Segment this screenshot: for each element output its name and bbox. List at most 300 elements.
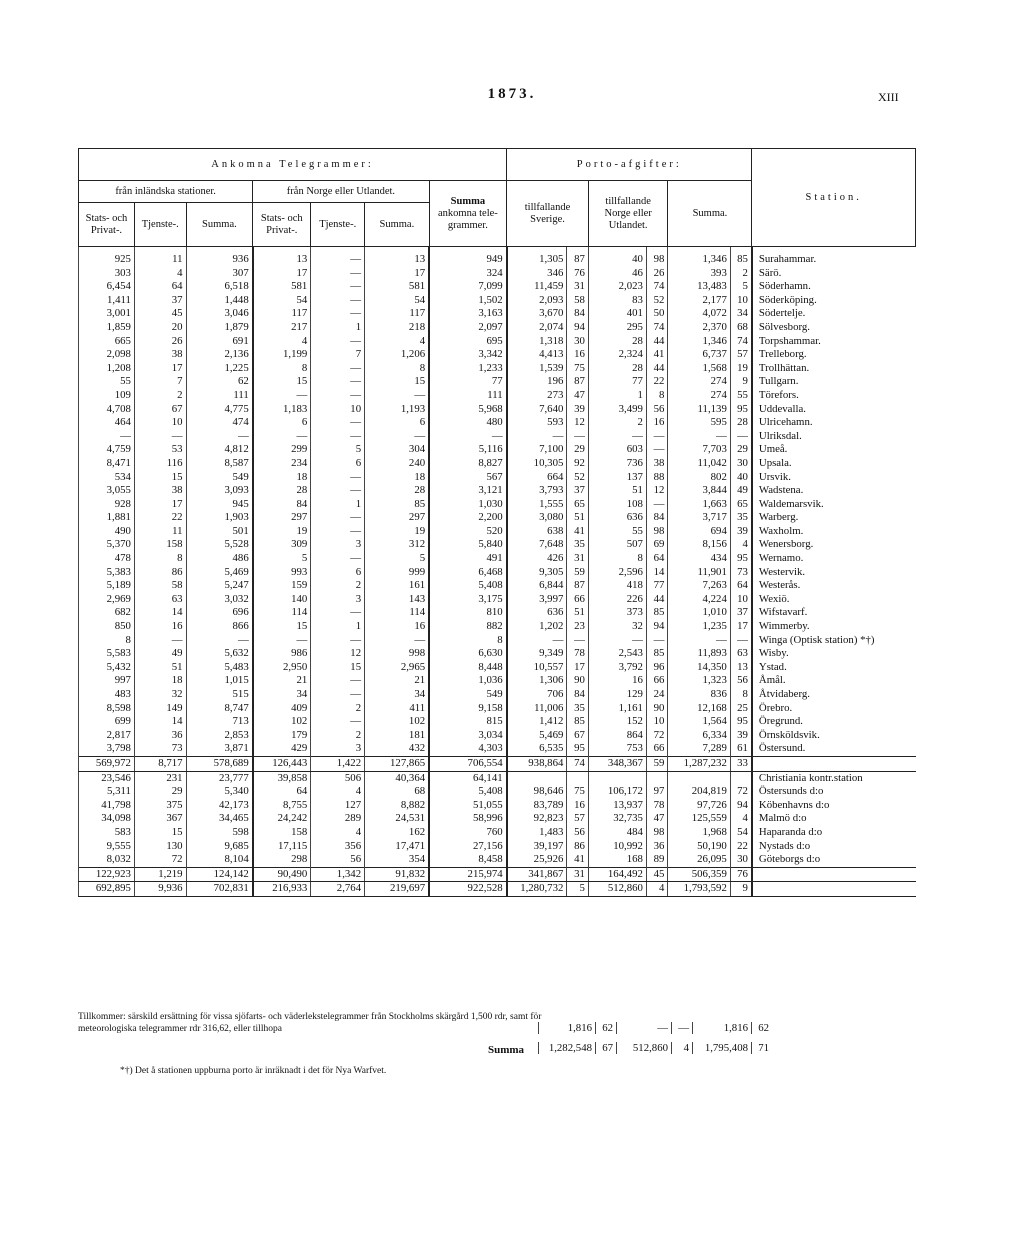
- tillkommer-note: Tillkommer: särskild ersättning för vissa sjöfarts- och väderlekstelegrammer från Stockholms skärgård 1,500 rdr, samt för meteorologiska telegrammer rdr 316,62, eller tillhopa: [78, 1012, 542, 1034]
- table-cell: 18: [253, 471, 311, 485]
- table-cell: 37: [567, 484, 589, 498]
- table-cell: 1,208: [79, 362, 135, 376]
- table-cell: 9: [730, 375, 752, 389]
- table-cell: 73: [134, 742, 186, 756]
- table-cell: 534: [79, 471, 135, 485]
- table-cell: 1,010: [668, 606, 730, 620]
- table-cell: 2,023: [588, 280, 646, 294]
- table-cell: 8,598: [79, 702, 135, 716]
- table-cell: 179: [253, 729, 311, 743]
- table-row: [79, 661, 916, 675]
- table-cell: —: [730, 634, 752, 648]
- table-cell: 401: [588, 307, 646, 321]
- table-row: [79, 430, 916, 444]
- table-cell: [730, 771, 752, 785]
- table-cell: 1,448: [186, 294, 253, 308]
- telegram-table: [78, 148, 916, 897]
- table-cell: 54: [365, 294, 430, 308]
- col-tf-norge: tillfallande Norge eller Utlandet.: [588, 181, 668, 247]
- table-row: [79, 403, 916, 417]
- table-body: [79, 247, 916, 897]
- table-cell: 87: [567, 253, 589, 267]
- table-cell: 58,996: [429, 812, 507, 826]
- table-cell: 1,225: [186, 362, 253, 376]
- table-cell: 1,305: [507, 253, 567, 267]
- table-cell: 46: [588, 267, 646, 281]
- table-cell: 298: [253, 853, 311, 867]
- table-row: [79, 840, 916, 854]
- table-cell: 90,490: [253, 867, 311, 882]
- table-cell: 29: [730, 443, 752, 457]
- table-cell: 4: [730, 538, 752, 552]
- table-cell: 127: [311, 799, 365, 813]
- table-cell: 97,726: [668, 799, 730, 813]
- station-name: Ulriksdal.: [752, 430, 916, 444]
- table-cell: 74: [646, 321, 668, 335]
- table-cell: 506: [311, 771, 365, 785]
- table-cell: 432: [365, 742, 430, 756]
- table-cell: 98: [646, 253, 668, 267]
- table-cell: 39: [730, 729, 752, 743]
- table-cell: 4,224: [668, 593, 730, 607]
- table-cell: 68: [730, 321, 752, 335]
- table-cell: 7,289: [668, 742, 730, 756]
- station-name: Umeå.: [752, 443, 916, 457]
- table-cell: 16: [365, 620, 430, 634]
- table-cell: —: [134, 430, 186, 444]
- table-cell: 6,454: [79, 280, 135, 294]
- table-cell: 40,364: [365, 771, 430, 785]
- table-cell: 97: [646, 785, 668, 799]
- table-cell: 56: [311, 853, 365, 867]
- table-cell: —: [311, 280, 365, 294]
- table-cell: 6,334: [668, 729, 730, 743]
- table-cell: 8,471: [79, 457, 135, 471]
- table-cell: 636: [588, 511, 646, 525]
- table-cell: 2: [311, 729, 365, 743]
- table-cell: 11,459: [507, 280, 567, 294]
- table-cell: 8,717: [134, 756, 186, 771]
- table-cell: 4: [134, 267, 186, 281]
- table-cell: 149: [134, 702, 186, 716]
- table-cell: 2,370: [668, 321, 730, 335]
- table-cell: 850: [79, 620, 135, 634]
- table-cell: 22: [134, 511, 186, 525]
- table-cell: 3: [311, 593, 365, 607]
- station-name: Haparanda d:o: [752, 826, 916, 840]
- table-row: [79, 702, 916, 716]
- table-cell: 882: [429, 620, 507, 634]
- station-name: Wexiö.: [752, 593, 916, 607]
- table-cell: 303: [79, 267, 135, 281]
- table-cell: 56: [567, 826, 589, 840]
- table-cell: 204,819: [668, 785, 730, 799]
- table-cell: 15: [253, 375, 311, 389]
- table-cell: 50: [646, 307, 668, 321]
- table-cell: —: [311, 511, 365, 525]
- table-cell: 28: [253, 484, 311, 498]
- table-cell: 5,189: [79, 579, 135, 593]
- table-cell: 273: [507, 389, 567, 403]
- table-cell: 7,263: [668, 579, 730, 593]
- table-cell: 52: [567, 471, 589, 485]
- table-cell: 36: [134, 729, 186, 743]
- table-cell: —: [365, 389, 430, 403]
- table-cell: 520: [429, 525, 507, 539]
- table-cell: 6,630: [429, 647, 507, 661]
- table-cell: 168: [588, 853, 646, 867]
- table-cell: 59: [646, 756, 668, 771]
- table-cell: 1,233: [429, 362, 507, 376]
- station-name: Wadstena.: [752, 484, 916, 498]
- station-name: Surahammar.: [752, 253, 916, 267]
- table-cell: 5,116: [429, 443, 507, 457]
- table-cell: 234: [253, 457, 311, 471]
- table-cell: 8: [730, 688, 752, 702]
- table-cell: 66: [567, 593, 589, 607]
- table-cell: 85: [730, 253, 752, 267]
- table-cell: 3,034: [429, 729, 507, 743]
- table-cell: 76: [567, 267, 589, 281]
- table-cell: 23,546: [79, 771, 135, 785]
- table-cell: 1,411: [79, 294, 135, 308]
- table-cell: 478: [79, 552, 135, 566]
- table-cell: 92: [567, 457, 589, 471]
- table-cell: 164,492: [588, 867, 646, 882]
- table-cell: 1,539: [507, 362, 567, 376]
- table-row: [79, 280, 916, 294]
- station-name: Waldemarsvik.: [752, 498, 916, 512]
- station-name: Åtvidaberg.: [752, 688, 916, 702]
- table-cell: 2,177: [668, 294, 730, 308]
- table-cell: 549: [186, 471, 253, 485]
- tillk-val: —: [616, 1022, 671, 1034]
- table-cell: 6: [365, 416, 430, 430]
- table-cell: 274: [668, 389, 730, 403]
- table-cell: 77: [429, 375, 507, 389]
- table-cell: 15: [134, 826, 186, 840]
- table-cell: 998: [365, 647, 430, 661]
- table-cell: 5,528: [186, 538, 253, 552]
- table-cell: 491: [429, 552, 507, 566]
- station-name: Westervik.: [752, 566, 916, 580]
- table-cell: 83,789: [507, 799, 567, 813]
- table-cell: 295: [588, 321, 646, 335]
- table-cell: 11: [134, 525, 186, 539]
- station-name: [752, 882, 916, 897]
- table-cell: 5,469: [507, 729, 567, 743]
- table-cell: —: [365, 430, 430, 444]
- summa-final-val: 1,795,408: [692, 1042, 751, 1054]
- table-cell: 140: [253, 593, 311, 607]
- table-cell: 10: [730, 294, 752, 308]
- table-cell: 5: [311, 443, 365, 457]
- table-cell: —: [311, 253, 365, 267]
- table-cell: 40: [588, 253, 646, 267]
- table-cell: 2: [588, 416, 646, 430]
- table-cell: 130: [134, 840, 186, 854]
- table-cell: 706: [507, 688, 567, 702]
- table-row: [79, 484, 916, 498]
- table-cell: 30: [567, 335, 589, 349]
- table-cell: 92,823: [507, 812, 567, 826]
- station-name: Westerås.: [752, 579, 916, 593]
- table-cell: 55: [730, 389, 752, 403]
- station-name: Ulricehamn.: [752, 416, 916, 430]
- table-cell: —: [567, 430, 589, 444]
- table-cell: 5,968: [429, 403, 507, 417]
- table-cell: 32,735: [588, 812, 646, 826]
- table-cell: 4,072: [668, 307, 730, 321]
- table-cell: 1: [588, 389, 646, 403]
- table-cell: 2,853: [186, 729, 253, 743]
- table-cell: 17: [253, 267, 311, 281]
- table-cell: 41,798: [79, 799, 135, 813]
- table-cell: 19: [730, 362, 752, 376]
- station-name: Wernamo.: [752, 552, 916, 566]
- summa-final-values: [538, 1042, 772, 1054]
- col-tjenste: Tjenste-.: [134, 203, 186, 247]
- table-cell: —: [429, 430, 507, 444]
- table-cell: 5: [365, 552, 430, 566]
- table-cell: 3,055: [79, 484, 135, 498]
- table-cell: 8,156: [668, 538, 730, 552]
- table-cell: 583: [79, 826, 135, 840]
- table-cell: 13,483: [668, 280, 730, 294]
- table-cell: 34,465: [186, 812, 253, 826]
- table-cell: 34: [730, 307, 752, 321]
- table-cell: 10,992: [588, 840, 646, 854]
- table-cell: 87: [567, 579, 589, 593]
- table-cell: 122,923: [79, 867, 135, 882]
- table-cell: 10: [646, 715, 668, 729]
- table-cell: 925: [79, 253, 135, 267]
- table-cell: 1,202: [507, 620, 567, 634]
- table-row: [79, 634, 916, 648]
- table-cell: 2: [311, 702, 365, 716]
- table-cell: 129: [588, 688, 646, 702]
- table-cell: 28: [365, 484, 430, 498]
- table-cell: 65: [730, 498, 752, 512]
- table-cell: 152: [588, 715, 646, 729]
- table-cell: —: [311, 416, 365, 430]
- table-cell: 89: [646, 853, 668, 867]
- table-cell: 24,242: [253, 812, 311, 826]
- table-cell: 219,697: [365, 882, 430, 897]
- table-cell: 9,936: [134, 882, 186, 897]
- table-cell: 8,448: [429, 661, 507, 675]
- table-cell: 691: [186, 335, 253, 349]
- table-cell: 37: [730, 606, 752, 620]
- table-row: [79, 294, 916, 308]
- table-cell: 3: [311, 742, 365, 756]
- table-cell: 1,306: [507, 674, 567, 688]
- table-cell: [567, 771, 589, 785]
- table-cell: 9,555: [79, 840, 135, 854]
- table-row: [79, 826, 916, 840]
- table-cell: 578,689: [186, 756, 253, 771]
- table-cell: 474: [186, 416, 253, 430]
- table-cell: 810: [429, 606, 507, 620]
- subgroup-inland: från inländska stationer.: [79, 181, 253, 203]
- table-cell: 159: [253, 579, 311, 593]
- col-stats: Stats- och Privat-.: [79, 203, 135, 247]
- table-cell: 464: [79, 416, 135, 430]
- table-cell: 196: [507, 375, 567, 389]
- table-cell: 21: [253, 674, 311, 688]
- table-cell: 6: [311, 566, 365, 580]
- table-cell: 5,483: [186, 661, 253, 675]
- table-cell: 26,095: [668, 853, 730, 867]
- table-cell: 6,518: [186, 280, 253, 294]
- table-cell: 102: [253, 715, 311, 729]
- table-cell: 23: [567, 620, 589, 634]
- table-cell: 6: [311, 457, 365, 471]
- table-cell: 1,346: [668, 253, 730, 267]
- station-name: Särö.: [752, 267, 916, 281]
- table-cell: 6: [253, 416, 311, 430]
- table-cell: 68: [365, 785, 430, 799]
- table-cell: 603: [588, 443, 646, 457]
- table-cell: 2,965: [365, 661, 430, 675]
- table-cell: 57: [567, 812, 589, 826]
- table-cell: 18: [134, 674, 186, 688]
- table-cell: 26: [646, 267, 668, 281]
- station-name: Sölvesborg.: [752, 321, 916, 335]
- table-cell: 19: [365, 525, 430, 539]
- table-cell: 17: [730, 620, 752, 634]
- table-cell: 34,098: [79, 812, 135, 826]
- table-cell: 90: [646, 702, 668, 716]
- table-row: [79, 457, 916, 471]
- table-cell: 14: [134, 606, 186, 620]
- table-cell: 56: [646, 403, 668, 417]
- table-cell: 567: [429, 471, 507, 485]
- table-cell: —: [730, 430, 752, 444]
- table-row: [79, 579, 916, 593]
- table-cell: 922,528: [429, 882, 507, 897]
- table-cell: 5,408: [429, 785, 507, 799]
- table-cell: 3,871: [186, 742, 253, 756]
- table-cell: —: [365, 634, 430, 648]
- table-cell: 324: [429, 267, 507, 281]
- table-cell: 231: [134, 771, 186, 785]
- table-cell: 38: [134, 348, 186, 362]
- table-row: [79, 471, 916, 485]
- table-cell: 39,858: [253, 771, 311, 785]
- table-cell: 66: [646, 674, 668, 688]
- table-cell: —: [507, 634, 567, 648]
- table-cell: 1,036: [429, 674, 507, 688]
- table-cell: 1,859: [79, 321, 135, 335]
- table-row: [79, 729, 916, 743]
- table-cell: 8,747: [186, 702, 253, 716]
- table-cell: 928: [79, 498, 135, 512]
- table-cell: 1,199: [253, 348, 311, 362]
- table-cell: 114: [365, 606, 430, 620]
- station-name: Örnsköldsvik.: [752, 729, 916, 743]
- table-cell: 63: [730, 647, 752, 661]
- table-row: [79, 742, 916, 756]
- table-cell: —: [253, 634, 311, 648]
- table-cell: 3,997: [507, 593, 567, 607]
- table-cell: 10,557: [507, 661, 567, 675]
- table-cell: 56: [730, 674, 752, 688]
- table-row: [79, 853, 916, 867]
- summa-final-val: 67: [595, 1042, 616, 1054]
- table-cell: 936: [186, 253, 253, 267]
- table-row: [79, 812, 916, 826]
- col-tf-sverige: tillfallande Sverige.: [507, 181, 589, 247]
- table-cell: 77: [646, 579, 668, 593]
- table-cell: 7,648: [507, 538, 567, 552]
- table-cell: 17: [567, 661, 589, 675]
- table-cell: 10: [311, 403, 365, 417]
- table-cell: 10: [730, 593, 752, 607]
- table-cell: 434: [668, 552, 730, 566]
- table-cell: 9,685: [186, 840, 253, 854]
- col-summa2: Summa.: [365, 203, 430, 247]
- table-cell: 3: [311, 538, 365, 552]
- table-cell: —: [186, 430, 253, 444]
- table-cell: 4,775: [186, 403, 253, 417]
- station-name: Söderhamn.: [752, 280, 916, 294]
- table-cell: 49: [730, 484, 752, 498]
- table-cell: 226: [588, 593, 646, 607]
- table-cell: 986: [253, 647, 311, 661]
- table-cell: 215,974: [429, 867, 507, 882]
- table-cell: 3,844: [668, 484, 730, 498]
- table-cell: 1,219: [134, 867, 186, 882]
- table-cell: 2,074: [507, 321, 567, 335]
- table-cell: 35: [567, 538, 589, 552]
- table-cell: 2,817: [79, 729, 135, 743]
- table-cell: 1,280,732: [507, 882, 567, 897]
- table-cell: —: [311, 389, 365, 403]
- table-cell: 507: [588, 538, 646, 552]
- table-cell: 506,359: [668, 867, 730, 882]
- table-cell: 1,323: [668, 674, 730, 688]
- table-cell: —: [79, 430, 135, 444]
- table-cell: 1,903: [186, 511, 253, 525]
- table-cell: 1,564: [668, 715, 730, 729]
- table-cell: 17: [134, 498, 186, 512]
- summa-final-val: 4: [671, 1042, 692, 1054]
- station-name: Öregrund.: [752, 715, 916, 729]
- table-row: [79, 348, 916, 362]
- table-cell: 5: [253, 552, 311, 566]
- table-cell: 14,350: [668, 661, 730, 675]
- table-cell: 299: [253, 443, 311, 457]
- table-cell: 593: [507, 416, 567, 430]
- table-cell: 72: [730, 785, 752, 799]
- table-cell: 7,703: [668, 443, 730, 457]
- table-cell: 64: [253, 785, 311, 799]
- table-cell: 8,032: [79, 853, 135, 867]
- table-cell: 52: [646, 294, 668, 308]
- table-cell: 1,183: [253, 403, 311, 417]
- station-name: Tullgarn.: [752, 375, 916, 389]
- table-cell: 64: [646, 552, 668, 566]
- table-cell: 15: [365, 375, 430, 389]
- table-row: [79, 771, 916, 785]
- table-cell: 694: [668, 525, 730, 539]
- table-cell: —: [668, 634, 730, 648]
- table-cell: 117: [253, 307, 311, 321]
- table-cell: 53: [134, 443, 186, 457]
- table-cell: 27,156: [429, 840, 507, 854]
- table-row: [79, 389, 916, 403]
